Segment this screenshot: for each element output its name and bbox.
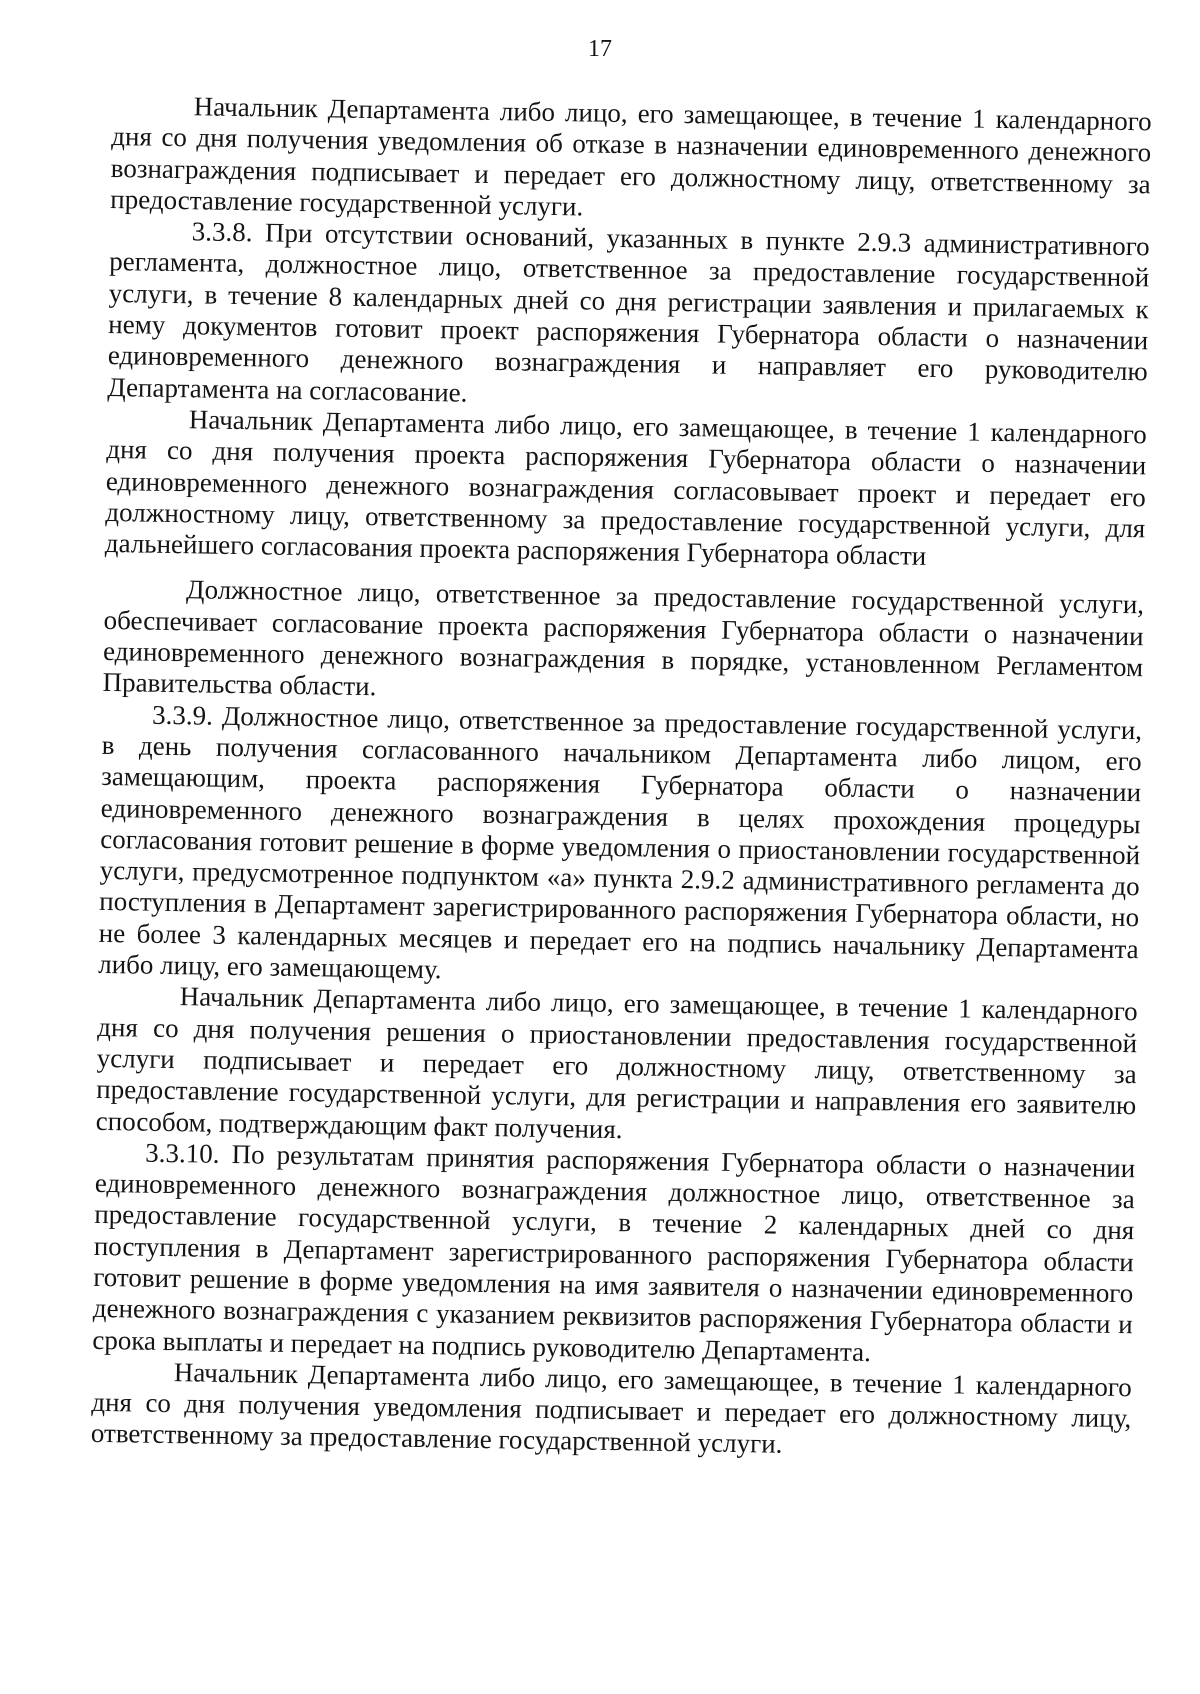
paragraph-3-3-9: 3.3.9. Должностное лицо, ответственное за предоставление государственной услуги, в день получения согласованного начальником Департамента либо лицом, его замещающим, проекта распоряжения Губернатора области о назначении единовременного денежного вознаграждения в целях прохождения процедуры согласования готовит решение в форме уведомления о приостановлении государственной услуги, предусмотренное подпунктом «а» пункта 2.9.2 административного регламента до поступления в Департамент зарегистрированного распоряжения Губернатора области, но не более 3 календарных месяцев и передает его на подпись начальнику Департамента либо лицу, его замещающему.	[98, 699, 1143, 985]
paragraph: Начальник Департамента либо лицо, его замещающее, в течение 1 календарного дня со дня получения решения о приостановлении предоставления государственной услуги подписывает и передает его должностному лицу, ответственному за предоставление государственной услуги, для регистрации и направления его заявителю способом, подтверждающим факт получения.	[95, 981, 1138, 1144]
page-number: 17	[588, 36, 612, 62]
paragraph: Начальник Департамента либо лицо, его замещающее, в течение 1 календарного дня со дня получения уведомления об отказе в назначении единовременного денежного вознаграждения подписывает и передает его должностному лицу, ответственному за предоставление государственной услуги.	[110, 91, 1152, 222]
document-body	[91, 90, 1152, 1466]
paragraph-3-3-10: 3.3.10. По результатам принятия распоряжения Губернатора области о назначении единовременного денежного вознаграждения должностное лицо, ответственное за предоставление государственной услуги, в течение 2 календарных дней со дня поступления в Департамент зарегистрированного распоряжения Губернатора области готовит решение в форме уведомления на имя заявителя о назначении единовременного денежного вознаграждения с указанием реквизитов распоряжения Губернатора области и срока выплаты и передает на подпись руководителю Департамента.	[92, 1137, 1136, 1367]
paragraph-3-3-8: 3.3.8. При отсутствии оснований, указанных в пункте 2.9.3 административного регламента, должностное лицо, ответственное за предоставление государственной услуги, в течение 8 календарных дней со дня регистрации заявления и прилагаемых к нему документов готовит проект распоряжения Губернатора области о назначении единовременного денежного вознаграждения и направляет его руководителю Департамента на согласование.	[107, 216, 1150, 408]
paragraph: Начальник Департамента либо лицо, его замещающее, в течение 1 календарного дня со дня получения уведомления подписывает и передает его должностному лицу, ответственному за предоставление государственной услуги.	[90, 1357, 1132, 1460]
paragraph: Должностное лицо, ответственное за предоставление государственной услуги, обеспечивает согласование проекта распоряжения Губернатора области о назначении единовременного денежного вознаграждения в порядке, установленном Регламентом Правительства области.	[102, 574, 1145, 702]
paragraph: Начальник Департамента либо лицо, его замещающее, в течение 1 календарного дня со дня получения проекта распоряжения Губернатора области о назначении единовременного денежного вознаграждения согласовывает проект и передает его должностному лицу, ответственному за предоставление государственной услуги, для дальнейшего согласования проекта распоряжения Губернатора области	[104, 404, 1147, 572]
